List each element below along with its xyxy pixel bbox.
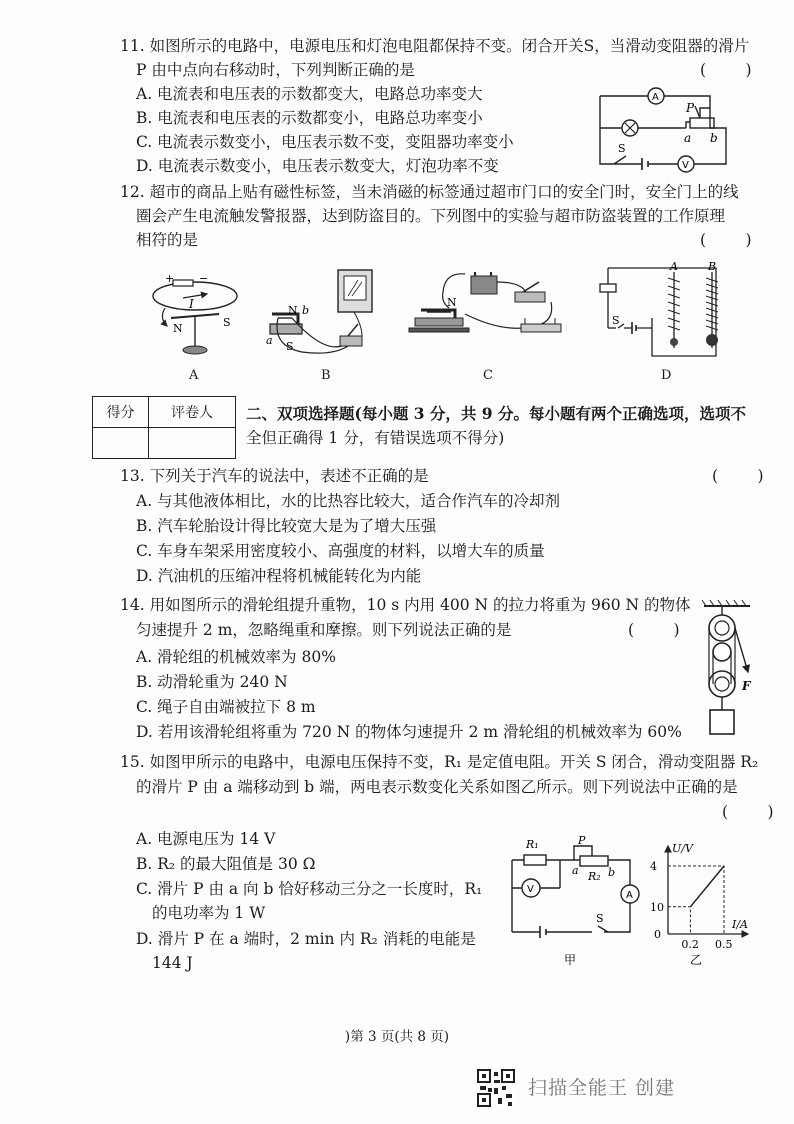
q11-option-a: A. 电流表和电压表的示数都变大，电路总功率变大 (136, 85, 483, 103)
svg-text:V: V (682, 160, 689, 171)
q14-option-d: D. 若用该滑轮组将重为 720 N 的物体匀速提升 2 m 滑轮组的机械效率为 60% (136, 723, 682, 741)
q15-circuit-jia (500, 832, 640, 968)
yi-y-tick-10: 4 (650, 860, 657, 873)
svg-text:I: I (189, 297, 194, 311)
q12-figure-c (405, 262, 575, 358)
q15-answer-paren: ( ) (722, 803, 774, 821)
q13-option-c: C. 车身车架采用密度较小、高强度的材料，以增大车的质量 (136, 542, 545, 560)
yi-series-line (690, 866, 724, 907)
q11-stem-line2: P 由中点向右移动时，下列判断正确的是 (136, 61, 415, 79)
yi-y-tick-4: 10 (650, 900, 664, 914)
svg-text:S: S (596, 912, 604, 925)
qr-code-icon (476, 1068, 516, 1108)
q13-option-d: D. 汽油机的压缩冲程将机械能转化为内能 (136, 567, 422, 585)
score-box (92, 396, 236, 459)
svg-text:R₂: R₂ (588, 870, 601, 883)
svg-text:b: b (608, 866, 616, 879)
svg-text:b: b (302, 304, 310, 317)
q13-option-b: B. 汽车轮胎设计得比较宽大是为了增大压强 (136, 517, 437, 535)
q14-stem-line2: 匀速提升 2 m，忽略绳重和摩擦。则下列说法正确的是 (136, 621, 512, 639)
svg-text:R₁: R₁ (526, 838, 539, 851)
q14-stem-line1: 14. 用如图所示的滑轮组提升重物，10 s 内用 400 N 的拉力将重为 960 N 的物体 (120, 596, 691, 614)
q14-option-b: B. 动滑轮重为 240 N (136, 673, 288, 691)
svg-text:N: N (447, 296, 457, 309)
q14-answer-paren: ( ) (628, 621, 680, 639)
watermark-text: 扫描全能王 创建 (528, 1077, 676, 1099)
yi-origin: 0 (654, 928, 661, 941)
svg-text:甲: 甲 (564, 953, 577, 967)
q15-option-d-line2: 144 J (152, 954, 193, 972)
q12-stem-line2: 圈会产生电流触发警报器，达到防盗目的。下列图中的实验与超市防盗装置的工作原理 (136, 207, 726, 225)
q11-option-b: B. 电流表和电压表的示数都变小，电路总功率变小 (136, 109, 483, 127)
q14-pulley-diagram (700, 598, 760, 746)
grader-cell (149, 428, 236, 459)
svg-text:P: P (686, 101, 695, 115)
svg-text:N: N (173, 322, 183, 335)
q11-stem-line1: 11. 如图所示的电路中，电源电压和灯泡电阻都保持不变。闭合开关S，当滑动变阻器的滑片 (120, 37, 750, 55)
svg-text:−: − (199, 272, 209, 285)
q11-answer-paren: ( ) (700, 61, 752, 79)
svg-text:P: P (578, 834, 586, 847)
q12-stem-line1: 12. 超市的商品上贴有磁性标签，当未消磁的标签通过超市门口的安全门时，安全门上的线 (120, 183, 739, 201)
grader-label: 评卷人 (149, 397, 236, 428)
svg-text:a: a (572, 864, 579, 877)
section2-title-line1: 二、双项选择题(每小题 3 分，共 9 分。每小题有两个正确选项，选项不 (246, 404, 746, 423)
svg-text:S: S (223, 316, 231, 329)
q14-option-a: A. 滑轮组的机械效率为 80% (136, 648, 336, 666)
svg-text:S: S (286, 340, 294, 353)
q14-option-c: C. 绳子自由端被拉下 8 m (136, 698, 316, 716)
q15-stem-line1: 15. 如图甲所示的电路中，电源电压保持不变，R₁ 是定值电阻。开关 S 闭合，滑动变阻器 R₂ (120, 753, 759, 771)
q15-option-c-line1: C. 滑片 P 由 a 向 b 恰好移动三分之一长度时，R₁ (136, 880, 483, 898)
section2-title-line2: 全但正确得 1 分，有错误选项不得分) (246, 429, 505, 447)
q12-caption-b: B (321, 368, 331, 383)
svg-text:A: A (652, 92, 659, 103)
q12-figure-a (145, 268, 245, 358)
page-footer: )第 3 页(共 8 页) (344, 1029, 450, 1045)
q15-option-d-line1: D. 滑片 P 在 a 端时，2 min 内 R₂ 消耗的电能是 (136, 930, 476, 948)
yi-xlabel: I/A (732, 918, 748, 931)
yi-ylabel: U/V (672, 842, 693, 855)
q12-caption-d: D (661, 368, 672, 383)
svg-text:b: b (710, 131, 718, 145)
q12-caption-c: C (483, 368, 493, 383)
q12-stem-line3: 相符的是 (136, 231, 199, 249)
yi-x-tick-0.2: 0.2 (681, 938, 699, 951)
q13-stem: 13. 下列关于汽车的说法中，表述不正确的是 (120, 467, 429, 485)
svg-text:A: A (670, 260, 678, 273)
q13-option-a: A. 与其他液体相比，水的比热容比较大，适合作汽车的冷却剂 (136, 492, 561, 510)
svg-text:N: N (288, 304, 298, 317)
svg-text:S: S (618, 142, 626, 155)
q12-figure-d (588, 258, 738, 364)
q15-stem-line2: 的滑片 P 由 a 端移动到 b 端，两电表示数变化关系如图乙所示。则下列说法中正确的是 (136, 778, 738, 796)
q15-graph-yi (646, 838, 756, 968)
svg-text:+: + (165, 272, 175, 285)
score-cell (93, 428, 149, 459)
svg-text:A: A (626, 890, 633, 901)
q11-option-d: D. 电流表示数变小，电压表示数变大，灯泡功率不变 (136, 157, 499, 175)
q15-option-c-line2: 的电功率为 1 W (152, 904, 266, 922)
q12-caption-a: A (189, 368, 199, 383)
q12-figure-b (262, 266, 382, 358)
svg-text:a: a (266, 334, 273, 347)
svg-text:B: B (708, 260, 717, 273)
svg-text:F: F (742, 679, 751, 693)
yi-x-tick-0.5: 0.5 (715, 938, 733, 951)
svg-text:a: a (684, 131, 692, 145)
yi-guide-start (668, 907, 690, 934)
q15-option-a: A. 电源电压为 14 V (136, 830, 276, 848)
yi-caption: 乙 (690, 953, 703, 967)
q15-option-b: B. R₂ 的最大阻值是 30 Ω (136, 855, 316, 873)
svg-text:S: S (612, 314, 620, 327)
svg-text:V: V (527, 884, 534, 895)
score-label: 得分 (93, 397, 149, 428)
q11-circuit-diagram (592, 84, 732, 180)
q12-answer-paren: ( ) (700, 231, 752, 249)
q13-answer-paren: ( ) (712, 467, 764, 485)
q11-option-c: C. 电流表示数变小，电压表示数不变，变阻器功率变小 (136, 133, 514, 151)
